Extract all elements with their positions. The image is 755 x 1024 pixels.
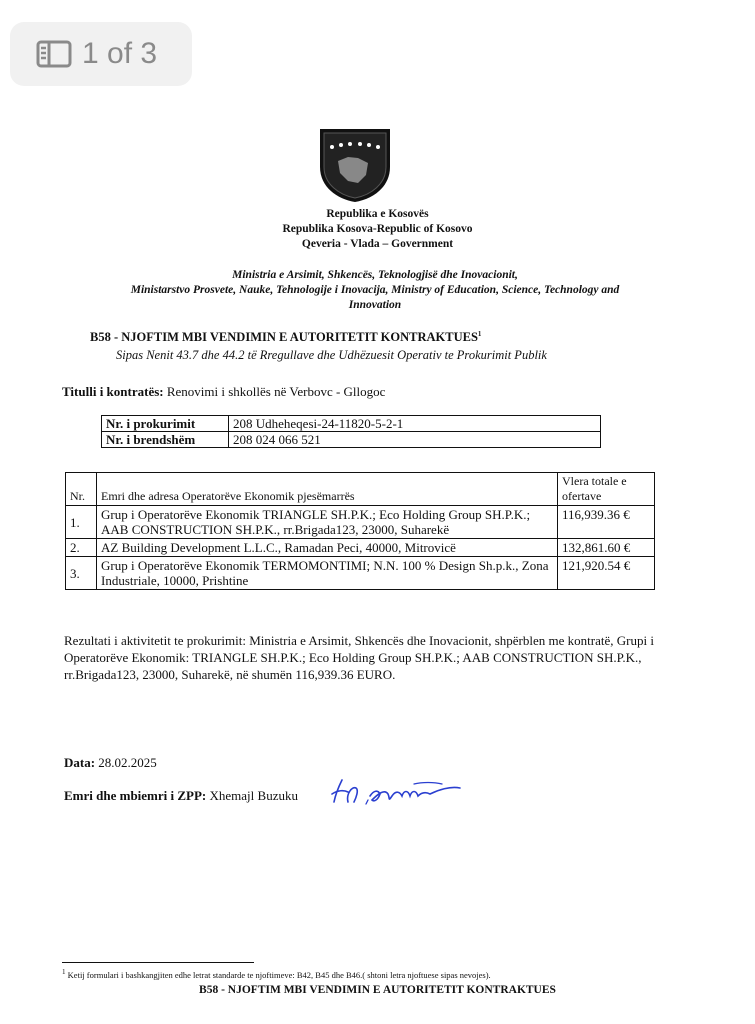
notice-footnote-ref: 1 <box>477 330 482 338</box>
page-footer: B58 - NJOFTIM MBI VENDIMIN E AUTORITETIT KONTRAKTUES <box>199 984 556 996</box>
procurement-number-label: Nr. i prokurimit <box>102 416 229 432</box>
date-value: 28.02.2025 <box>95 755 157 770</box>
header-republic-multilang: Republika Kosova-Republic of Kosovo <box>282 223 473 235</box>
header-republic-sq: Republika e Kosovës <box>326 208 429 220</box>
zpp-value: Xhemajl Buzuku <box>206 788 298 803</box>
page-indicator-badge[interactable] <box>10 22 192 86</box>
zpp-line <box>64 788 298 804</box>
sidebar-toggle-icon <box>36 40 72 68</box>
table-row <box>66 539 655 557</box>
operators-table <box>65 472 655 590</box>
page-indicator-text: 1 of 3 <box>82 37 158 70</box>
internal-number-value: 208 024 066 521 <box>229 432 601 448</box>
row-operator-name: AZ Building Development L.L.C., Ramadan Peci, 40000, Mitrovicë <box>97 539 558 557</box>
table-row <box>66 557 655 590</box>
row-nr: 1. <box>66 506 97 539</box>
table-row <box>102 432 601 448</box>
row-offer-value: 121,920.54 € <box>558 557 655 590</box>
footnote <box>62 968 491 980</box>
procurement-table <box>101 415 601 448</box>
date-label: Data: <box>64 755 96 770</box>
header-government: Qeveria - Vlada – Government <box>301 238 454 250</box>
column-header-nr: Nr. <box>66 473 97 506</box>
date-line <box>64 755 157 771</box>
column-header-value: Vlera totale e ofertave <box>558 473 655 506</box>
ministry-line-1: Ministria e Arsimit, Shkencës, Teknologjisë dhe Inovacionit, <box>232 269 518 281</box>
row-nr: 2. <box>66 539 97 557</box>
table-row <box>102 416 601 432</box>
contract-title <box>62 384 385 400</box>
column-header-name: Emri dhe adresa Operatorëve Ekonomik pjesëmarrës <box>97 473 558 506</box>
footnote-divider <box>62 962 254 963</box>
kosovo-emblem-icon <box>318 127 392 203</box>
notice-title-text: B58 - NJOFTIM MBI VENDIMIN E AUTORITETIT KONTRAKTUES <box>90 330 478 345</box>
table-header-row <box>66 473 655 506</box>
ministry-line-2: Ministarstvo Prosvete, Nauke, Tehnologije i Inovacija, Ministry of Education, Science, Technology and <box>130 284 620 296</box>
row-operator-name: Grup i Operatorëve Ekonomik TRIANGLE SH.P.K.; Eco Holding Group SH.P.K.; AAB CONSTRUCTION SH.P.K., rr.Brigada123, 23000, Suharekë <box>97 506 558 539</box>
row-nr: 3. <box>66 557 97 590</box>
notice-subtitle: Sipas Nenit 43.7 dhe 44.2 të Rregullave dhe Udhëzuesit Operativ te Prokurimit Publik <box>116 348 547 362</box>
contract-title-value: Renovimi i shkollës në Verbovc - Gllogoc <box>163 384 386 399</box>
row-offer-value: 116,939.36 € <box>558 506 655 539</box>
zpp-label: Emri dhe mbiemri i ZPP: <box>64 788 207 803</box>
footnote-text: Ketij formulari i bashkangjiten edhe letrat standarde te njoftimeve: B42, B45 dhe B46.( shtoni letra njoftuese sipas nevojes). <box>65 969 491 980</box>
row-operator-name: Grup i Operatorëve Ekonomik TERMOMONTIMI; N.N. 100 % Design Sh.p.k., Zona Industriale, 10000, Prishtine <box>97 557 558 590</box>
ministry-line-3: Innovation <box>348 299 402 311</box>
internal-number-label: Nr. i brendshëm <box>102 432 229 448</box>
handwritten-signature <box>326 774 466 808</box>
footnote-number: 1 <box>62 968 66 976</box>
row-offer-value: 132,861.60 € <box>558 539 655 557</box>
table-row <box>66 506 655 539</box>
procurement-result-text: Rezultati i aktivitetit te prokurimit: Ministria e Arsimit, Shkencës dhe Inovacionit, shpërblen me kontratë, Grupi i Operatorëve Ekonomik: TRIANGLE SH.P.K.; Eco Holding Group SH.P.K.; AAB CONSTRUCTION SH.P.K., rr.Brigada123, 23000, Suharekë, në shumën 116,939.36 EURO. <box>64 633 654 682</box>
procurement-number-value: 208 Udheheqesi-24-11820-5-2-1 <box>229 416 601 432</box>
notice-title <box>90 330 481 345</box>
contract-title-label: Titulli i kontratës: <box>62 384 164 399</box>
